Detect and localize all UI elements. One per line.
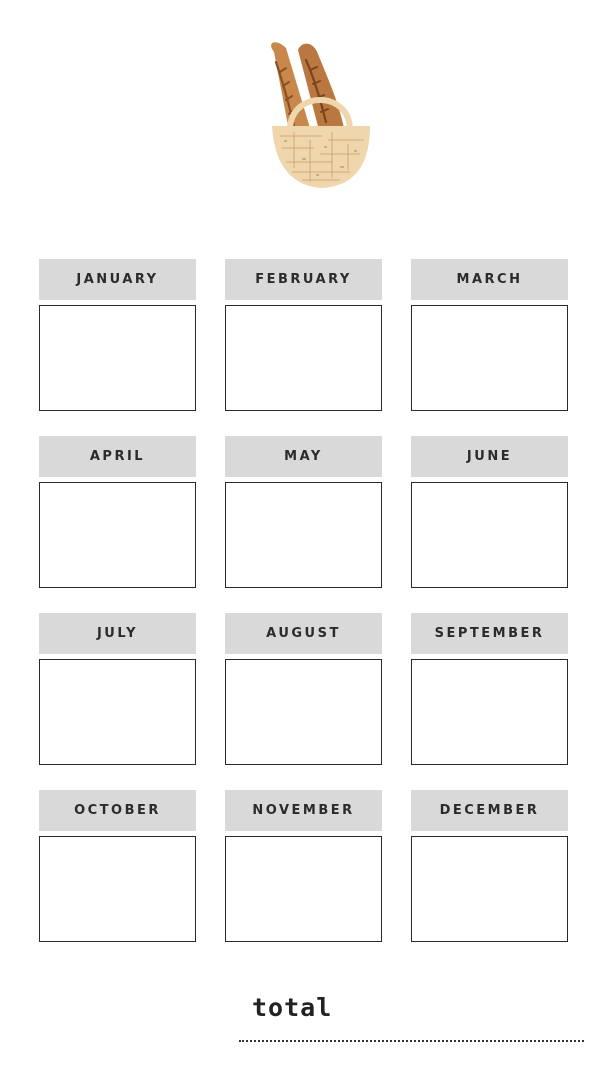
month-input-box[interactable]: [411, 305, 568, 411]
month-input-box[interactable]: [225, 305, 382, 411]
month-card-september: [411, 613, 568, 766]
month-card-october: [39, 790, 196, 943]
month-input-box[interactable]: [225, 482, 382, 588]
month-label: MARCH: [411, 259, 568, 300]
month-card-march: [411, 259, 568, 412]
month-label: JULY: [39, 613, 196, 654]
month-label: FEBRUARY: [225, 259, 382, 300]
month-card-april: [39, 436, 196, 589]
month-input-box[interactable]: [411, 482, 568, 588]
month-input-box[interactable]: [225, 836, 382, 942]
month-card-november: [225, 790, 382, 943]
basket-body: [272, 126, 370, 188]
month-card-january: [39, 259, 196, 412]
month-input-box[interactable]: [225, 659, 382, 765]
month-input-box[interactable]: [39, 482, 196, 588]
bread-basket-icon: [262, 40, 377, 195]
month-label: MAY: [225, 436, 382, 477]
month-label: SEPTEMBER: [411, 613, 568, 654]
total-label: total: [252, 993, 333, 1022]
month-label: JANUARY: [39, 259, 196, 300]
month-card-may: [225, 436, 382, 589]
month-label: NOVEMBER: [225, 790, 382, 831]
month-label: AUGUST: [225, 613, 382, 654]
total-input-line[interactable]: [239, 1040, 584, 1042]
month-label: JUNE: [411, 436, 568, 477]
month-label: DECEMBER: [411, 790, 568, 831]
month-input-box[interactable]: [39, 659, 196, 765]
month-input-box[interactable]: [411, 836, 568, 942]
month-label: APRIL: [39, 436, 196, 477]
month-input-box[interactable]: [411, 659, 568, 765]
month-card-february: [225, 259, 382, 412]
month-card-june: [411, 436, 568, 589]
month-label: OCTOBER: [39, 790, 196, 831]
months-grid: [39, 259, 568, 943]
month-card-december: [411, 790, 568, 943]
month-input-box[interactable]: [39, 305, 196, 411]
month-card-july: [39, 613, 196, 766]
month-card-august: [225, 613, 382, 766]
month-input-box[interactable]: [39, 836, 196, 942]
